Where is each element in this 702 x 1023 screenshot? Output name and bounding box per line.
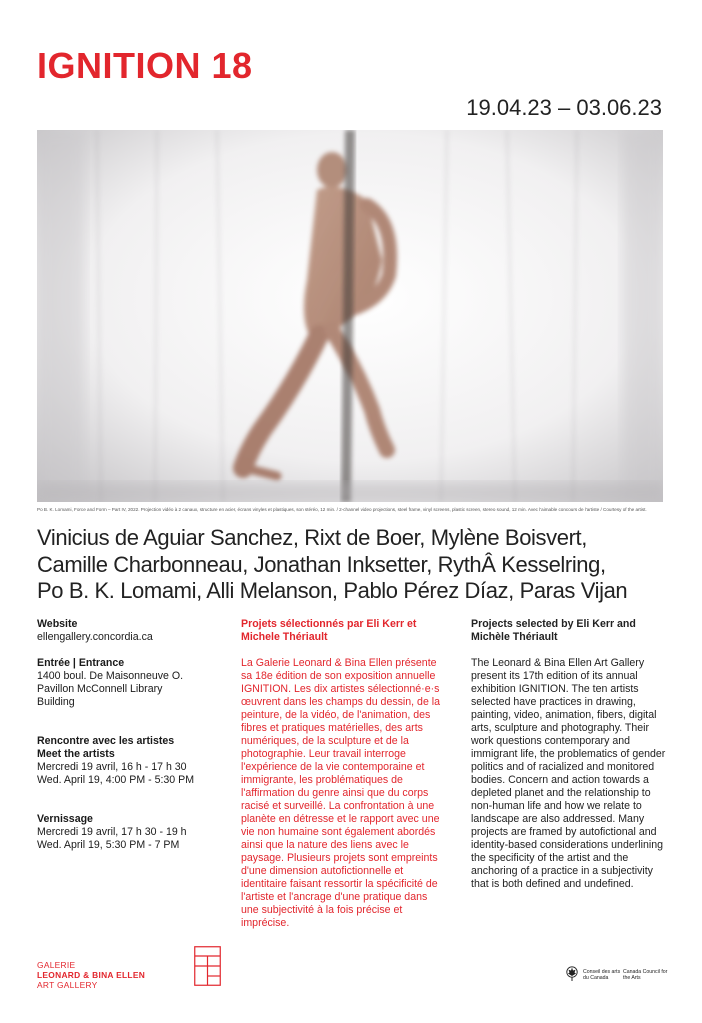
exhibition-photo xyxy=(37,130,663,502)
website-block xyxy=(37,618,217,644)
gallery-logo-icon xyxy=(194,946,221,986)
council-emblem-icon xyxy=(566,966,578,982)
performer-behind-screens-image xyxy=(37,130,663,502)
gallery-wordmark-line: ART GALLERY xyxy=(37,980,98,990)
address-line: Building xyxy=(37,696,75,708)
website-label: Website xyxy=(37,618,78,630)
french-column xyxy=(241,618,441,930)
artist-list-line: Camille Charbonneau, Jonathan Inksetter, RythÂ Kesselring, xyxy=(37,551,606,577)
artist-list xyxy=(37,525,677,605)
vernissage-time-en: Wed. April 19, 5:30 PM - 7 PM xyxy=(37,839,180,851)
meet-artists-time-fr: Mercredi 19 avril, 16 h - 17 h 30 xyxy=(37,761,187,773)
artist-list-line: Vinicius de Aguiar Sanchez, Rixt de Boer, Mylène Boisvert, xyxy=(37,525,587,550)
artist-list-line: Po B. K. Lomami, Alli Melanson, Pablo Pérez Díaz, Paras Vijan xyxy=(37,578,628,603)
french-description: La Galerie Leonard & Bina Ellen présente sa 18e édition de son exposition annuelle IGNITION. Les dix artistes sélectionné·e·s œuvrent dans les champs du dessin, de la peinture, de la vidéo, de l'animation, des fibres et pratiques matérielles, des arts numériques, de la sculpture et de la photographie. Leur travail interroge l'expérience de la vie contemporaine et immigrante, les problématiques de l'affirmation du genre ainsi que du corps racisé et surveillé. La confrontation à une planète en détresse et le rapport avec une vie non humaine sont également abordés ainsi que la nature des liens avec le paysage. Plusieurs projets sont empreints d'une dimension autofictionnelle et identitaire faisant ressortir la spécificité de l'artiste et l'ancrage d'une pratique dans une subjectivité à la fois précise et imprécise. xyxy=(241,657,441,929)
poster-title: IGNITION 18 xyxy=(37,45,253,86)
vernissage-time-fr: Mercredi 19 avril, 17 h 30 - 19 h xyxy=(37,826,187,838)
address-line: Pavillon McConnell Library xyxy=(37,683,163,695)
canada-council-logo xyxy=(566,966,676,986)
gallery-wordmark-line: LEONARD & BINA ELLEN xyxy=(37,970,146,980)
english-column xyxy=(471,618,671,891)
exhibition-dates: 19.04.23 – 03.06.23 xyxy=(466,95,662,120)
council-name-fr: Conseil des arts du Canada xyxy=(583,969,621,982)
entrance-label: Entrée | Entrance xyxy=(37,657,125,669)
meet-artists-time-en: Wed. April 19, 4:00 PM - 5:30 PM xyxy=(37,774,195,786)
english-heading: Projects selected by Eli Kerr and Michèle Thériault xyxy=(471,618,636,643)
french-heading: Projets sélectionnés par Eli Kerr et Michele Thériault xyxy=(241,618,417,643)
english-description: The Leonard & Bina Ellen Art Gallery present its 17th edition of its annual exhibition IGNITION. The ten artists selected have practices in drawing, painting, video, animation, fibers, digital arts, sculpture and photography. Their work questions contemporary and immigrant life, the problematics of gender politics and of racialized and monitored bodies. Concern and action towards a depleted planet and the relationship to non-human life and how we relate to landscape are also addressed. Many projects are framed by autofictional and identity-based considerations underlining the specificity of the artist and the anchoring of a practice in a subjectivity that is both defined and undefined. xyxy=(471,657,666,890)
meet-artists-block xyxy=(37,735,217,787)
vernissage-label: Vernissage xyxy=(37,813,93,825)
address-line: 1400 boul. De Maisonneuve O. xyxy=(37,670,184,682)
image-caption: Po B. K. Lomami, Force and Form – Part IV, 2022. Projection vidéo à 2 canaux, structure en acier, écrans vinyles et plastiques, son stéréo, 12 min. / 2-channel video projections, steel frame, vinyl screens, plastic screen, stereo sound, 12 min. Avec l'aimable concours de l'artiste / Courtesy of the artist. xyxy=(37,507,647,512)
meet-artists-label-en: Meet the artists xyxy=(37,748,115,760)
info-column xyxy=(37,618,217,865)
entrance-block xyxy=(37,657,217,709)
gallery-wordmark-line: GALERIE xyxy=(37,960,76,970)
vernissage-block xyxy=(37,813,217,852)
meet-artists-label-fr: Rencontre avec les artistes xyxy=(37,735,175,747)
website-link[interactable]: ellengallery.concordia.ca xyxy=(37,631,153,643)
council-name-en: Canada Council for the Arts xyxy=(623,969,668,982)
gallery-wordmark xyxy=(37,960,145,990)
